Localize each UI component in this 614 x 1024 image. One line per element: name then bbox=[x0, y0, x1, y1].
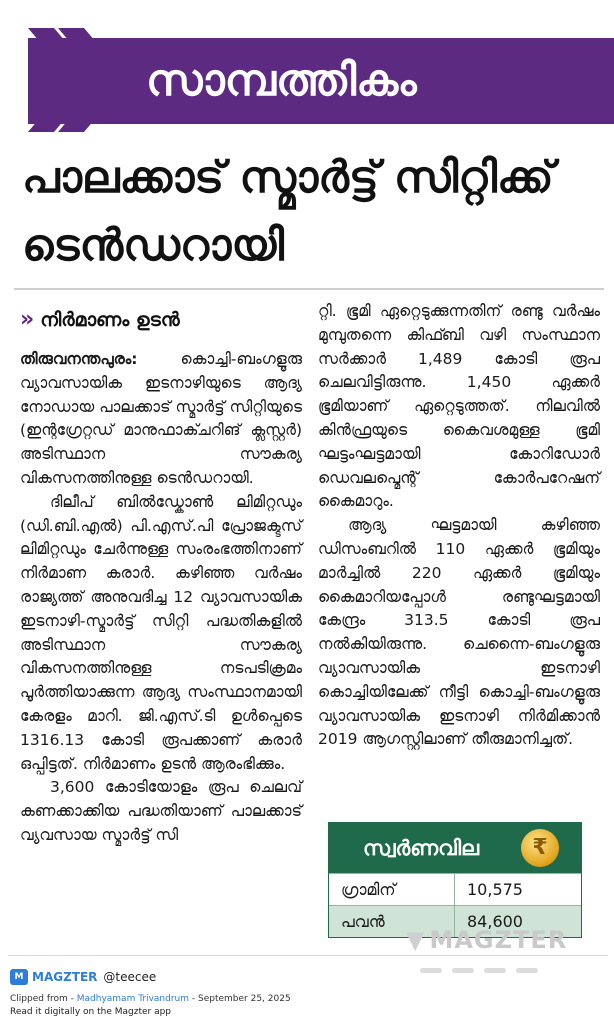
headline bbox=[22, 144, 602, 280]
clipped-from-line: Clipped from - Madhyamam Trivandrum - September 25, 2025 bbox=[10, 994, 291, 1004]
article-paragraph: 3,600 കോടിയോളം രൂപ ചെലവ് കണക്കാക്കിയ പദ്ധതിയാണ് പാലക്കാട് വ്യവസായ സ്മാർട്ട് സി bbox=[20, 778, 302, 844]
decorative-dots bbox=[420, 958, 610, 966]
magzter-watermark-icon: ▼ bbox=[406, 926, 426, 954]
subheading bbox=[20, 300, 302, 340]
source-link[interactable]: Madhyamam Trivandrum bbox=[76, 994, 190, 1004]
gold-price-box bbox=[328, 822, 582, 938]
magzter-watermark: ▼ MAGZTER bbox=[406, 926, 568, 954]
article-paragraph: തിരുവനന്തപുരം: കൊച്ചി-ബംഗളൂരു വ്യാവസായിക ഇടനാഴിയുടെ ആദ്യ നോഡായ പാലക്കാട് സ്മാർട്ട് സിറ്റിയുടെ (ഇന്റഗ്രേറ്റഡ് മാനുഫാക്ചറിങ് ക്ലസ്റ്റർ) അടിസ്ഥാന സൗകര്യ വികസനത്തിനുള്ള ടെൻഡറായി. bbox=[20, 350, 302, 487]
subheading-text: നിർമാണം ഉടൻ bbox=[40, 309, 180, 331]
headline-divider bbox=[14, 288, 604, 290]
brand-name[interactable]: MAGZTER bbox=[32, 970, 98, 984]
gold-price-value: 10,575 bbox=[454, 874, 579, 905]
article-paragraph: റ്റി. ഭൂമി ഏറ്റെടുക്കുന്നതിന് രണ്ടു വർഷം മുമ്പുതന്നെ കിഫ്ബി വഴി സംസ്ഥാന സർക്കാർ 1,489 കോടി രൂപ ചെലവിട്ടിരുന്നു. 1,450 ഏക്കർ ഭൂമിയാണ് ഏറ്റെടുത്തത്. നിലവിൽ കിൻഫ്രയുടെ കൈവശമുള്ള ഭൂമി ഘട്ടംഘട്ടമായി കോറിഡോർ ഡെവലപ്മെന്റ് കോർപറേഷന് കൈമാറും. bbox=[318, 302, 600, 511]
user-handle[interactable]: @teecee bbox=[103, 970, 157, 984]
section-title: സാമ്പത്തികം bbox=[146, 55, 417, 106]
article-column-left bbox=[20, 300, 302, 848]
gold-price-label: പവൻ bbox=[341, 912, 385, 931]
clipping-footer bbox=[10, 966, 610, 1024]
brand-bar bbox=[10, 968, 156, 986]
gold-price-title: സ്വർണവില bbox=[363, 836, 480, 860]
rupee-coin-icon: ₹ bbox=[521, 829, 559, 867]
magzter-logo-icon: M bbox=[10, 969, 28, 985]
chevron-right-icon: » bbox=[20, 307, 35, 332]
gold-price-header bbox=[329, 823, 581, 873]
article-paragraph: ആദ്യ ഘട്ടമായി കഴിഞ്ഞ ഡിസംബറിൽ 110 ഏക്കർ ഭൂമിയും മാർച്ചിൽ 220 ഏക്കർ ഭൂമിയും കൈമാറിയപ്പോൾ രണ്ടുഘട്ടമായി കേന്ദ്രം 313.5 കോടി രൂപ നൽകിയിരുന്നു. ചെന്നൈ-ബംഗളൂരു വ്യാവസായിക ഇടനാഴി കൊച്ചിയിലേക്ക് നീട്ടി കൊച്ചി-ബംഗളൂരു വ്യാവസായിക ഇടനാഴി നിർമിക്കാൻ 2019 ആഗസ്റ്റിലാണ് തീരുമാനിച്ചത്. bbox=[318, 516, 600, 749]
read-digitally-line: Read it digitally on the Magzter app bbox=[10, 1007, 172, 1017]
gold-price-label: ഗ്രാമിന് bbox=[341, 880, 396, 899]
gold-price-value: 84,600 bbox=[454, 906, 579, 937]
gold-price-row bbox=[329, 873, 581, 905]
article-paragraph: ദിലീപ് ബിൽഡ്കോൺ ലിമിറ്റഡും (ഡി.ബി.എൽ) പി.എസ്.പി പ്രോജക്ടസ് ലിമിറ്റഡും ചേർന്നുള്ള സംരംഭത്തിനാണ് നിർമാണ കരാർ. കഴിഞ്ഞ വർഷം രാജ്യത്ത് അനുവദിച്ച 12 വ്യാവസായിക ഇടനാഴി-സ്മാർട്ട് സിറ്റി പദ്ധതികളിൽ അടിസ്ഥാന സൗകര്യ വികസനത്തിനുള്ള നടപടിക്രമം പൂർത്തിയാക്കുന്ന ആദ്യ സംസ്ഥാനമായി കേരളം മാറി. ജി.എസ്.ടി ഉൾപ്പെടെ 1316.13 കോടി രൂപക്കാണ് കരാർ ഒപ്പിട്ടത്. നിർമാണം ഉടൻ ആരംഭിക്കും. bbox=[20, 492, 302, 773]
double-chevron-icon bbox=[28, 28, 138, 132]
section-banner bbox=[28, 28, 614, 132]
headline-line-1: പാലക്കാട് സ്മാർട്ട് സിറ്റിക്ക് bbox=[22, 152, 554, 203]
headline-line-2: ടെൻഡറായി bbox=[22, 220, 285, 271]
dateline: തിരുവനന്തപുരം: bbox=[20, 350, 138, 368]
article-column-right bbox=[318, 300, 600, 752]
footer-divider bbox=[8, 955, 608, 956]
